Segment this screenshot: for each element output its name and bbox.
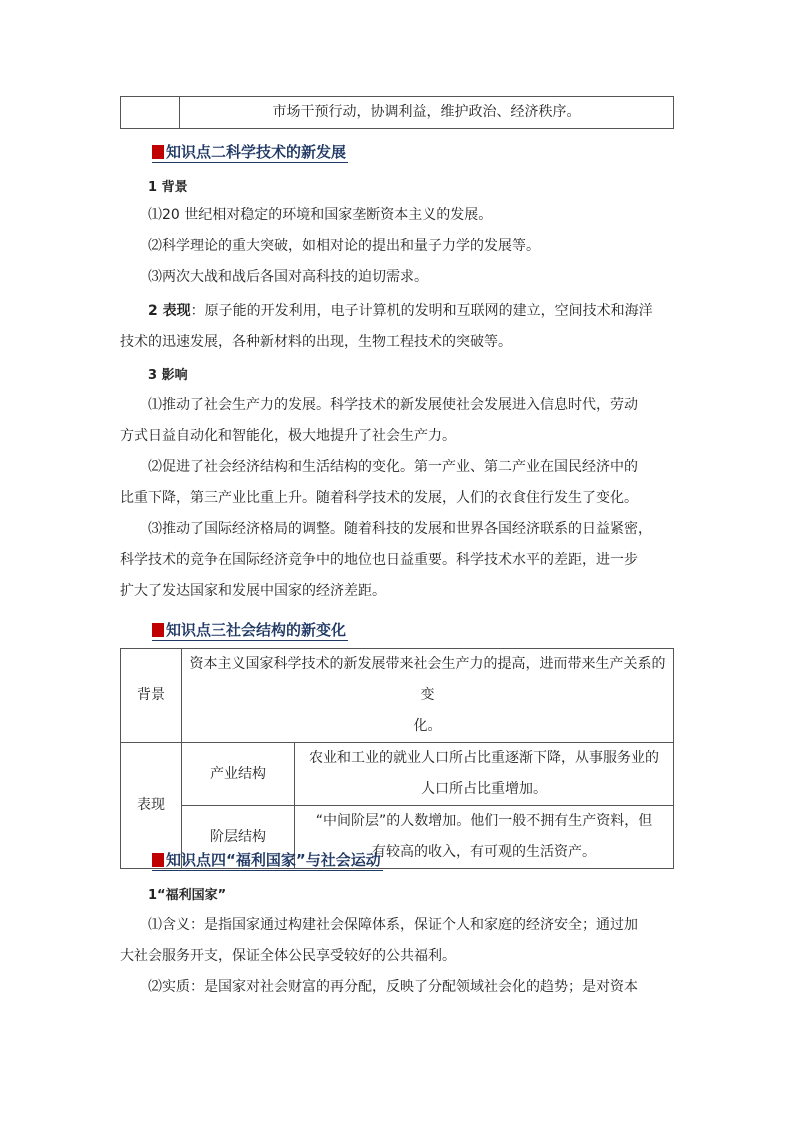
welfare-paragraphs <box>120 910 674 1003</box>
section-heading-3 <box>152 620 348 641</box>
row-label-performance: 表现 <box>121 743 182 869</box>
impact-line: ⑴推动了社会生产力的发展。科学技术的新发展使社会发展进入信息时代，劳动 <box>148 397 638 413</box>
subheading-background: 1 背景 <box>148 180 188 195</box>
row-label-background: 背景 <box>121 649 182 743</box>
list-item: ⑴20 世纪相对稳定的环境和国家垄断资本主义的发展。 <box>148 207 493 223</box>
impact-line: 比重下降，第三产业比重上升。随着科学技术的发展，人们的衣食住行发生了变化。 <box>120 490 638 506</box>
table-cell-empty <box>121 97 180 129</box>
subheading-welfare-state: 1“福利国家” <box>148 888 227 903</box>
performance-text: ：原子能的开发利用，电子计算机的发明和互联网的建立，空间技术和海洋 <box>190 303 653 319</box>
impact-line: ⑵促进了社会经济结构和生活结构的变化。第一产业、第二产业在国民经济中的 <box>148 459 638 475</box>
performance-label: 2 表现 <box>148 303 191 319</box>
list-item: ⑶两次大战和战后各国对高科技的迫切需求。 <box>148 269 428 285</box>
welfare-line: ⑴含义：是指国家通过构建社会保障体系，保证个人和家庭的经济安全；通过加 <box>148 917 638 933</box>
subheading-impact: 3 影响 <box>148 368 188 383</box>
class-structure-label: 阶层结构 <box>182 806 295 869</box>
list-item: ⑵科学理论的重大突破，如相对论的提出和量子力学的发展等。 <box>148 238 540 254</box>
impact-line: ⑶推动了国际经济格局的调整。随着科技的发展和世界各国经济联系的日益紧密， <box>148 521 652 537</box>
welfare-line: ⑵实质：是国家对社会财富的再分配，反映了分配领域社会化的趋势；是对资本 <box>148 979 638 995</box>
red-square-icon <box>152 853 164 867</box>
impact-line: 扩大了发达国家和发展中国家的经济差距。 <box>120 583 386 599</box>
welfare-line: 大社会服务开支，保证全体公民享受较好的公共福利。 <box>120 948 456 964</box>
background-cell: 资本主义国家科学技术的新发展带来社会生产力的提高，进而带来生产关系的变 化。 <box>182 649 674 743</box>
section-heading-2 <box>152 142 348 163</box>
section-heading-text: 知识点三社会结构的新变化 <box>166 621 347 639</box>
performance-text-cont: 技术的迅速发展，各种新材料的出现，生物工程技术的突破等。 <box>120 334 512 350</box>
impact-paragraphs <box>120 390 674 607</box>
performance-paragraph <box>120 296 674 358</box>
section-heading-text: 知识点二科学技术的新发展 <box>166 143 347 161</box>
red-square-icon <box>152 145 164 159</box>
impact-line: 科学技术的竞争在国际经济竞争中的地位也日益重要。科学技术水平的差距，进一步 <box>120 552 638 568</box>
impact-line: 方式日益自动化和智能化，极大地提升了社会生产力。 <box>120 428 456 444</box>
continued-table <box>120 96 674 129</box>
social-structure-table <box>120 648 674 869</box>
red-square-icon <box>152 623 164 637</box>
background-list <box>120 200 674 293</box>
industry-structure-label: 产业结构 <box>182 743 295 806</box>
table-cell-text: 市场干预行动，协调利益，维护政治、经济秩序。 <box>180 97 674 129</box>
section-heading-text: 知识点四“福利国家”与社会运动 <box>166 851 381 869</box>
class-structure-cell: “中间阶层”的人数增加。他们一般不拥有生产资料，但 有较高的收入，有可观的生活资产。 <box>295 806 674 869</box>
section-heading-4 <box>152 850 383 871</box>
industry-structure-cell: 农业和工业的就业人口所占比重逐渐下降，从事服务业的 人口所占比重增加。 <box>295 743 674 806</box>
